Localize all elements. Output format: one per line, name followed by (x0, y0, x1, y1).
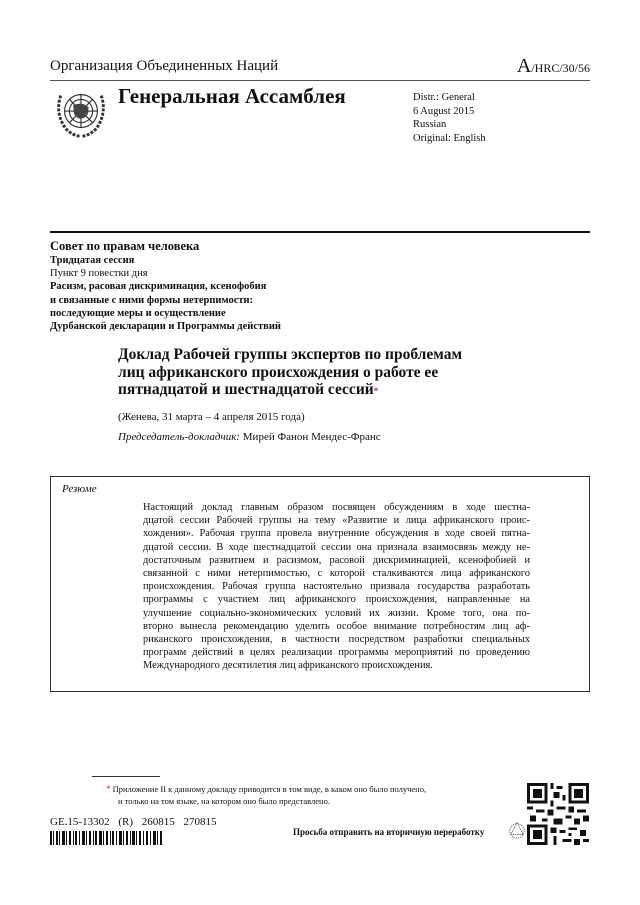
document-symbol (517, 55, 590, 78)
council-block (50, 239, 281, 333)
organization-name: Организация Объединенных Наций (50, 58, 279, 74)
chair-label: Председатель-докладчик: (118, 431, 241, 443)
recycle-note: Просьба отправить на вторичную переработку (293, 827, 485, 837)
agenda-title-line: последующие меры и осуществление (50, 307, 226, 319)
section-rule (50, 231, 590, 233)
footnote-mark: * (106, 784, 111, 794)
footnote-rule (92, 776, 160, 777)
agenda-item: Пункт 9 повестки дня (50, 268, 148, 280)
un-emblem-icon (52, 84, 110, 142)
summary-line: Международного десятилетия лиц африканского происхождения. (143, 660, 433, 672)
body-title: Генеральная Ассамблея (118, 84, 346, 108)
summary-line: дцатой сессии. В ходе шестнадцатой сессии она признала взаимосвязь между не- (143, 541, 530, 553)
council-name: Совет по правам человека (50, 239, 200, 253)
barcode-icon (50, 831, 162, 845)
report-title-line: пятнадцатой и шестнадцатой сессий (118, 381, 374, 398)
footnote (106, 783, 426, 807)
footnote-line: Приложение II к данному докладу приводится в том виде, в каком оно было получено, (112, 784, 427, 794)
summary-heading: Резюме (62, 483, 97, 495)
summary-line: достаточным развитием и расизмом, расовой дискриминацией, ксенофобией и (143, 554, 530, 566)
distr-date: 6 August 2015 (413, 105, 475, 117)
agenda-title-line: и связанные с ними формы нетерпимости: (50, 294, 254, 306)
agenda-title-line: Дурбанской декларации и Программы действий (50, 321, 281, 333)
footnote-mark[interactable]: * (373, 386, 379, 396)
summary-line: вторно вынесла рекомендацию уделить особое внимание потребностям лиц аф- (143, 620, 530, 632)
summary-line: хождения». Рабочая группа провела внутренние обсуждения в ходе своей пятна- (143, 528, 530, 540)
report-title-line: лиц африканского происхождения о работе ее (118, 363, 439, 381)
agenda-title-line: Расизм, расовая дискриминация, ксенофобия (50, 281, 267, 293)
symbol-prefix: A (516, 55, 532, 77)
chairperson (118, 431, 381, 443)
summary-line: Настоящий доклад главным образом посвящен обсуждениям в ходе шестна- (143, 502, 530, 513)
job-number: GE.15-13302 (R) 260815 270815 (50, 816, 217, 828)
place-date: (Женева, 31 марта – 4 апреля 2015 года) (118, 411, 305, 423)
header-rule (50, 80, 590, 81)
session: Тридцатая сессия (50, 255, 135, 266)
chair-name: Мирей Фанон Мендес-Франс (242, 431, 381, 443)
recycle-icon (508, 820, 526, 840)
summary-line: улучшение социально-экономических условий их жизни. Кроме того, она по- (143, 607, 530, 619)
summary-line: связанной с ними нетерпимостью, с которой сталкиваются лица африканского (143, 568, 530, 580)
distribution-info (413, 91, 486, 145)
report-title-line: Доклад Рабочей группы экспертов по проблемам (118, 346, 463, 363)
distr-line: Distr.: General (413, 92, 475, 103)
distr-original: Original: English (413, 132, 486, 144)
summary-line: происхождения. Рабочая группа настоятельно призвала государства разработать (143, 581, 530, 593)
report-title (118, 346, 462, 401)
summary-line: программы с участием лиц африканского происхождения, направленные на (143, 594, 530, 606)
summary-line: дцатой сессии Рабочей группы на тему «Развитие и лица африканского проис- (143, 515, 530, 527)
distr-language: Russian (413, 119, 447, 130)
footnote-line: и только на том языке, на котором оно было представлено. (118, 796, 330, 806)
qr-code-icon (527, 783, 589, 845)
summary-text (143, 501, 530, 673)
summary-line: программ действий в целях реализации программы мероприятий по проведению (143, 647, 530, 659)
summary-line: риканского происхождения, в частности посредством разработки специальных (143, 634, 530, 646)
symbol-rest: /HRC/30/56 (531, 61, 590, 75)
